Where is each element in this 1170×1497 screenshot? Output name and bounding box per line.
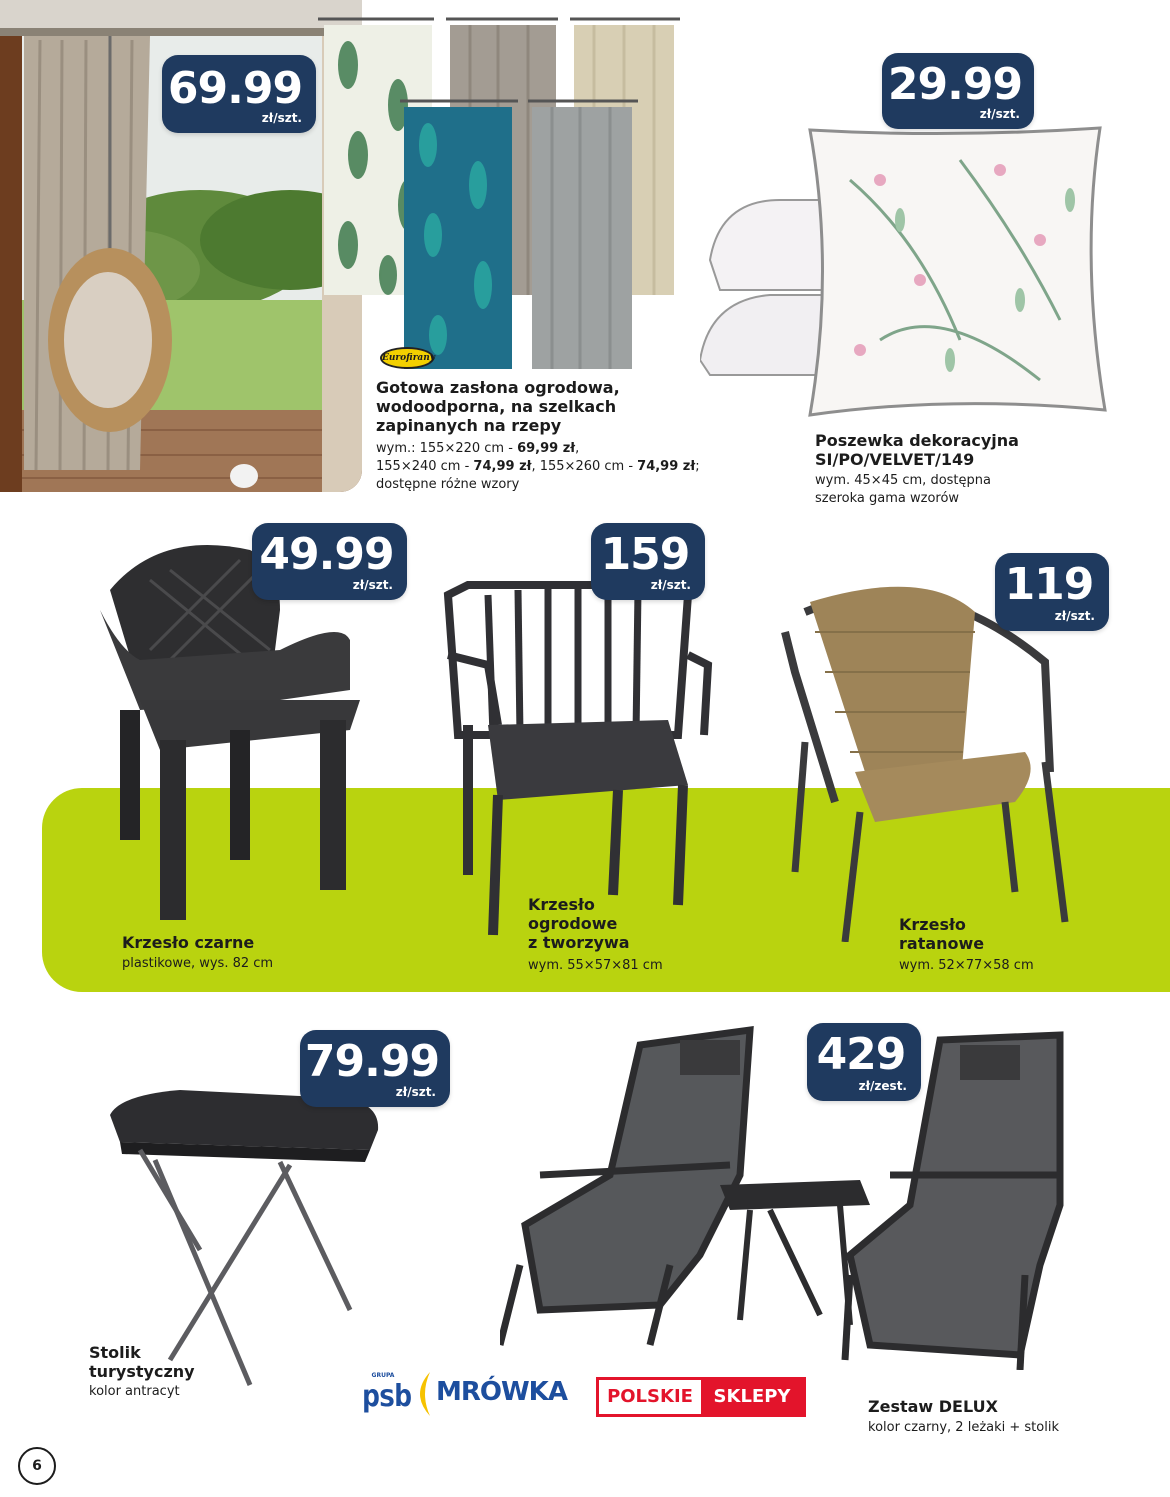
- garden-chair-price-badge: [591, 523, 705, 600]
- curtain-desc-line1: [376, 440, 706, 458]
- garden-chair-price: 159: [600, 529, 690, 580]
- mrowka-swoosh-icon: [410, 1370, 432, 1418]
- delux-price: 429: [816, 1029, 906, 1080]
- rattan-chair-price-badge: [995, 553, 1109, 631]
- pillow-price: 29.99: [887, 59, 1023, 110]
- curtain-product-images: [318, 15, 680, 375]
- curtain-price-badge: [162, 55, 316, 133]
- pillow-desc-line2: szeroka gama wzorów: [815, 491, 960, 506]
- page-number: 6: [18, 1447, 56, 1485]
- garden-chair-title-line3: z tworzywa: [528, 933, 630, 952]
- rattan-chair-price: 119: [1004, 559, 1094, 610]
- polskie-logo-text: POLSKIE: [599, 1380, 701, 1414]
- table-price: 79.99: [304, 1036, 440, 1087]
- curtain-description: [376, 440, 706, 494]
- pillow-price-unit: zł/szt.: [979, 107, 1020, 121]
- table-title-line1: Stolik: [89, 1343, 141, 1362]
- black-chair-price-unit: zł/szt.: [352, 578, 393, 592]
- psb-logo-small: GRUPA: [371, 1372, 395, 1379]
- rattan-chair-title-line2: ratanowe: [899, 934, 985, 953]
- rattan-chair-title-line1: Krzesło: [899, 915, 966, 934]
- pillow-price-badge: [882, 53, 1034, 129]
- delux-price-badge: [807, 1023, 921, 1101]
- pillow-description: [815, 472, 1115, 508]
- curtain-size-1-price: 69,99 zł: [517, 441, 576, 456]
- garden-chair-title-line2: ogrodowe: [528, 914, 618, 933]
- curtain-size-2-price: 74,99 zł: [473, 459, 532, 474]
- rattan-chair-description: wym. 52×77×58 cm: [899, 958, 1034, 973]
- curtain-desc-line3: dostępne różne wzory: [376, 477, 520, 492]
- pillow-title: [815, 431, 1115, 469]
- eurofirany-logo: Eurofirany: [380, 347, 434, 369]
- psb-logo: [362, 1372, 411, 1418]
- table-title-line2: turystyczny: [89, 1362, 195, 1381]
- curtain-size-2: 155×240 cm -: [376, 459, 474, 474]
- curtain-size-3-end: ;: [695, 459, 700, 474]
- garden-chair-title: [528, 895, 630, 952]
- black-chair-description: plastikowe, wys. 82 cm: [122, 956, 274, 971]
- curtain-size-3: , 155×260 cm -: [531, 459, 638, 474]
- delux-title: Zestaw DELUX: [868, 1397, 998, 1416]
- table-price-badge: [300, 1030, 450, 1107]
- lounger-set-image: [500, 1025, 1080, 1370]
- pillow-title-line1: Poszewka dekoracyjna: [815, 431, 1019, 450]
- curtain-size-1: wym.: 155×220 cm -: [376, 441, 518, 456]
- curtain-size-1-end: ,: [575, 441, 580, 456]
- pillow-desc-line1: wym. 45×45 cm, dostępna: [815, 473, 991, 488]
- delux-price-unit: zł/zest.: [858, 1079, 907, 1093]
- garden-chair-description: wym. 55×57×81 cm: [528, 958, 663, 973]
- pillow-image: [700, 120, 1140, 420]
- curtain-title: Gotowa zasłona ogrodowa, wodoodporna, na szelkach zapinanych na rzepy: [376, 378, 620, 435]
- black-chair-price: 49.99: [259, 529, 394, 580]
- table-title: [89, 1343, 195, 1381]
- rattan-chair-price-unit: zł/szt.: [1054, 609, 1095, 623]
- delux-description: kolor czarny, 2 leżaki + stolik: [868, 1420, 1059, 1435]
- rattan-chair-title: [899, 915, 984, 953]
- pillow-title-line2: SI/PO/VELVET/149: [815, 450, 975, 469]
- garden-chair-price-unit: zł/szt.: [650, 578, 691, 592]
- mrowka-logo: MRÓWKA: [436, 1377, 567, 1407]
- black-chair-price-badge: [252, 523, 407, 600]
- curtain-desc-line2: [376, 458, 706, 476]
- black-chair-title: Krzesło czarne: [122, 933, 255, 952]
- curtain-size-3-price: 74,99 zł: [637, 459, 696, 474]
- table-price-unit: zł/szt.: [395, 1085, 436, 1099]
- garden-chair-image: [438, 575, 718, 945]
- curtain-price: 69.99: [167, 63, 303, 114]
- sklepy-logo-text: SKLEPY: [701, 1380, 803, 1414]
- curtain-price-unit: zł/szt.: [261, 111, 302, 125]
- garden-chair-title-line1: Krzesło: [528, 895, 595, 914]
- table-description: kolor antracyt: [89, 1384, 180, 1399]
- psb-logo-text: psb: [362, 1379, 411, 1414]
- polskie-sklepy-logo: [596, 1377, 806, 1417]
